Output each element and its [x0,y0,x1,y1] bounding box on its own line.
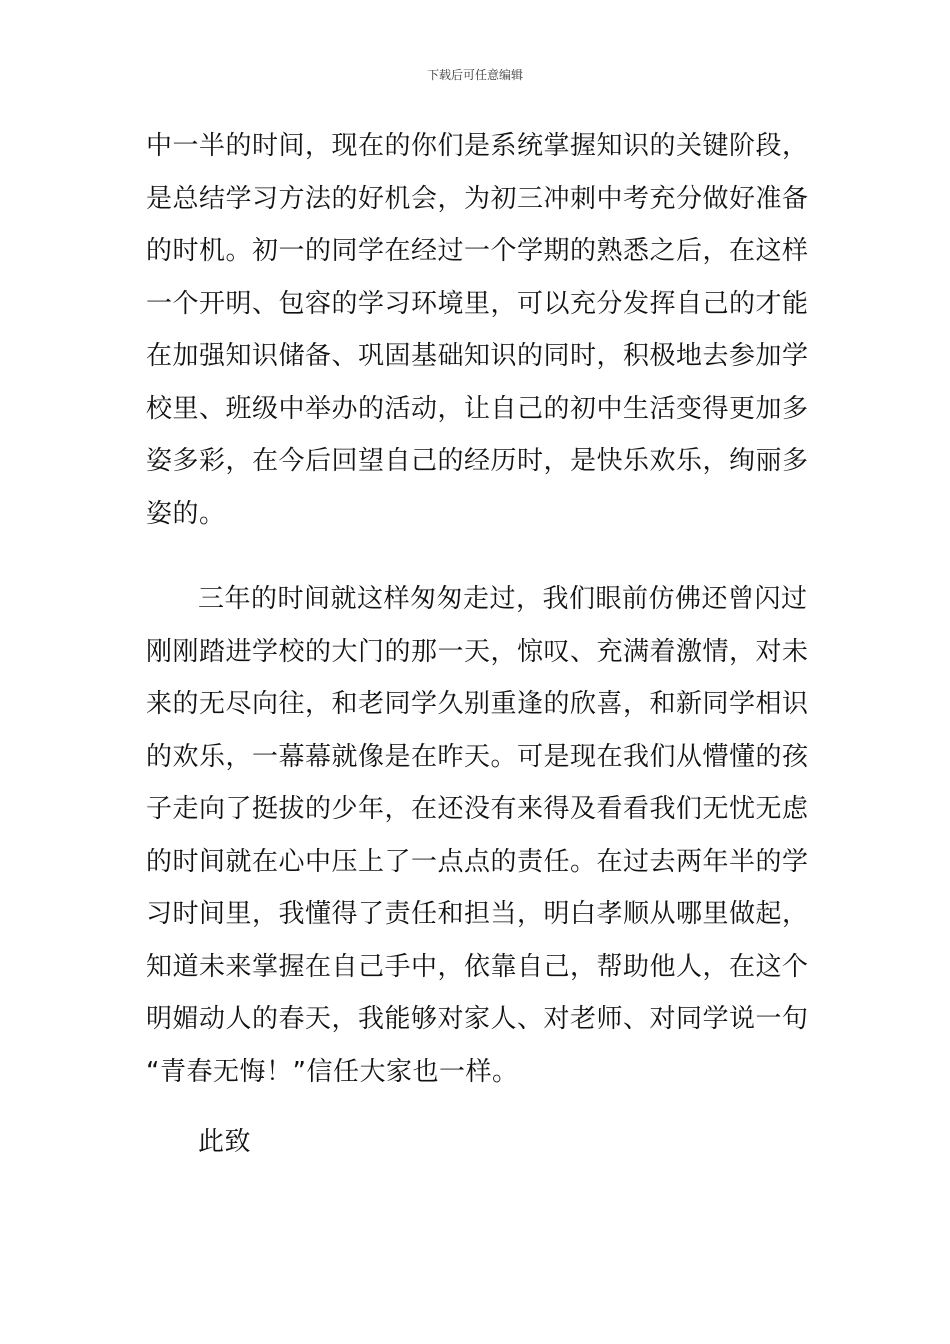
paragraph-line: 在加强知识储备、巩固基础知识的同时，积极地去参加学 [146,341,809,371]
paragraph-line: 明媚动人的春天，我能够对家人、对老师、对同学说一句 [146,1004,809,1034]
closing-text: 此致 [198,1127,252,1157]
paragraph-line: 的欢乐，一幕幕就像是在昨天。可是现在我们从懵懂的孩 [146,741,809,772]
paragraph-line: 子走向了挺拔的少年，在还没有来得及看看我们无忧无虑 [146,794,809,824]
paragraph-line: “青春无悔！”信任大家也一样。 [146,1056,519,1087]
paragraph-line: 习时间里，我懂得了责任和担当，明白孝顺从哪里做起， [146,899,809,929]
paragraph-line: 姿多彩，在今后回望自己的经历时，是快乐欢乐，绚丽多 [146,446,809,476]
paragraph-line: 的时机。初一的同学在经过一个学期的熟悉之后，在这样 [146,236,809,266]
paragraph-line: 姿的。 [146,498,226,529]
paragraph-line: 中一半的时间，现在的你们是系统掌握知识的关键阶段， [146,131,809,161]
paragraph-line: 来的无尽向往，和老同学久别重逢的欣喜，和新同学相识 [146,689,809,719]
closing-salutation [146,1116,810,1169]
paragraph-1 [146,120,810,540]
paragraph-line: 是总结学习方法的好机会，为初三冲刺中考充分做好准备 [146,183,809,214]
paragraph-line: 校里、班级中举办的活动，让自己的初中生活变得更加多 [146,393,809,424]
paragraph-line: 刚刚踏进学校的大门的那一天，惊叹、充满着激情，对未 [146,636,809,667]
paragraph-line: 的时间就在心中压上了一点点的责任。在过去两年半的学 [146,846,809,877]
paragraph-line: 一个开明、包容的学习环境里，可以充分发挥自己的才能 [146,288,809,319]
paragraph-line: 三年的时间就这样匆匆走过，我们眼前仿佛还曾闪过 [198,584,808,614]
paragraph-2 [146,573,810,1098]
paragraph-line: 知道未来掌握在自己手中，依靠自己，帮助他人，在这个 [146,951,809,982]
page-header: 下载后可任意编辑 [426,68,523,82]
